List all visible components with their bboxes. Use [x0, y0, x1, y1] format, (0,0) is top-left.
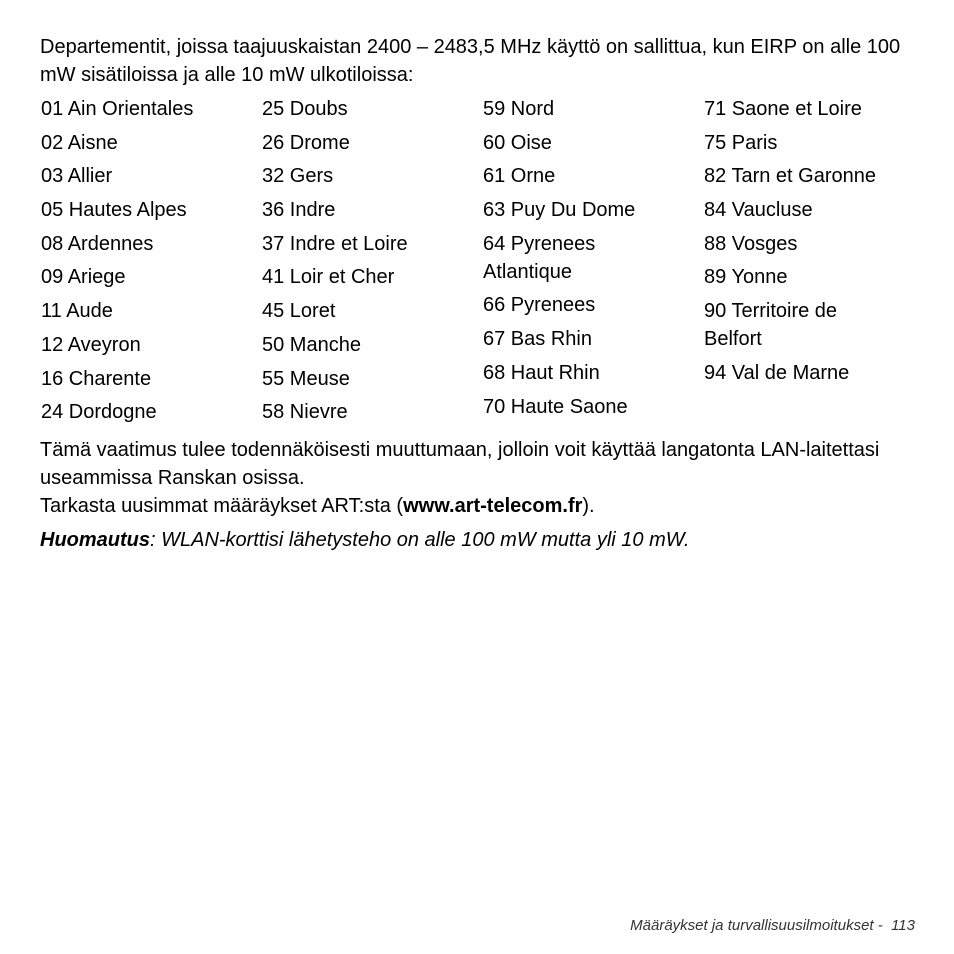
department-item: 90 Territoire de Belfort: [704, 300, 838, 351]
department-item: 59 Nord: [483, 98, 555, 120]
department-item: 12 Aveyron: [41, 333, 141, 356]
check-regulations-paragraph: [40, 492, 920, 520]
department-column-1: [41, 95, 262, 432]
department-item: 58 Nievre: [262, 401, 348, 424]
department-item: 03 Allier: [41, 165, 113, 188]
department-item: 84 Vaucluse: [704, 199, 813, 222]
department-item: 41 Loir et Cher: [262, 266, 395, 289]
department-item: 09 Ariege: [41, 266, 126, 289]
department-item: 36 Indre: [262, 199, 336, 222]
department-item: 89 Yonne: [704, 266, 788, 289]
department-item: 67 Bas Rhin: [483, 328, 592, 351]
department-item: 01 Ain Orientales: [41, 98, 194, 120]
department-item: 88 Vosges: [704, 232, 798, 255]
department-item: 61 Orne: [483, 165, 556, 188]
department-item: 16 Charente: [41, 367, 152, 390]
page-content: [40, 33, 920, 554]
department-item: 32 Gers: [262, 165, 334, 188]
department-item: 68 Haut Rhin: [483, 361, 600, 384]
department-item: 24 Dordogne: [41, 401, 157, 424]
note-text: : WLAN-korttisi lähetysteho on alle 100 mW mutta yli 10 mW.: [150, 528, 690, 551]
department-item: 55 Meuse: [262, 367, 350, 390]
art-telecom-link: www.art-telecom.fr: [403, 494, 583, 517]
change-notice-paragraph: Tämä vaatimus tulee todennäköisesti muuttumaan, jolloin voit käyttää langatonta LAN-laitettasi useammissa Ranskan osissa.: [40, 438, 880, 489]
department-item: 70 Haute Saone: [483, 395, 628, 418]
department-item: 75 Paris: [704, 131, 778, 154]
check-regulations-prefix: Tarkasta uusimmat määräykset ART:sta (: [40, 494, 404, 517]
intro-paragraph: Departementit, joissa taajuuskaistan 2400 – 2483,5 MHz käyttö on sallittua, kun EIRP on alle 100 mW sisätiloissa ja alle 10 mW ulkotiloissa:: [40, 36, 901, 86]
department-item: 63 Puy Du Dome: [483, 199, 636, 222]
department-list: [41, 95, 920, 432]
department-item: 82 Tarn et Garonne: [704, 165, 876, 188]
department-item: 37 Indre et Loire: [262, 232, 408, 255]
department-item: 64 Pyrenees Atlantique: [483, 232, 596, 283]
department-column-2: [262, 95, 483, 432]
note-paragraph: [40, 526, 920, 554]
department-column-4: [704, 95, 925, 432]
check-regulations-suffix: ).: [582, 494, 595, 517]
department-item: 66 Pyrenees: [483, 294, 596, 317]
department-item: 94 Val de Marne: [704, 361, 850, 384]
department-item: 05 Hautes Alpes: [41, 199, 187, 222]
department-item: 11 Aude: [41, 300, 113, 323]
department-item: 60 Oise: [483, 131, 552, 154]
department-column-3: [483, 95, 704, 432]
closing-section: [40, 436, 920, 554]
department-item: 25 Doubs: [262, 98, 348, 120]
department-item: 08 Ardennes: [41, 232, 154, 255]
page-footer: Määräykset ja turvallisuusilmoitukset - 113: [630, 917, 915, 934]
note-label: Huomautus: [40, 528, 150, 551]
department-item: 50 Manche: [262, 333, 361, 356]
department-item: 02 Aisne: [41, 131, 118, 154]
department-item: 71 Saone et Loire: [704, 98, 862, 120]
department-item: 26 Drome: [262, 131, 350, 154]
department-item: 45 Loret: [262, 300, 336, 323]
